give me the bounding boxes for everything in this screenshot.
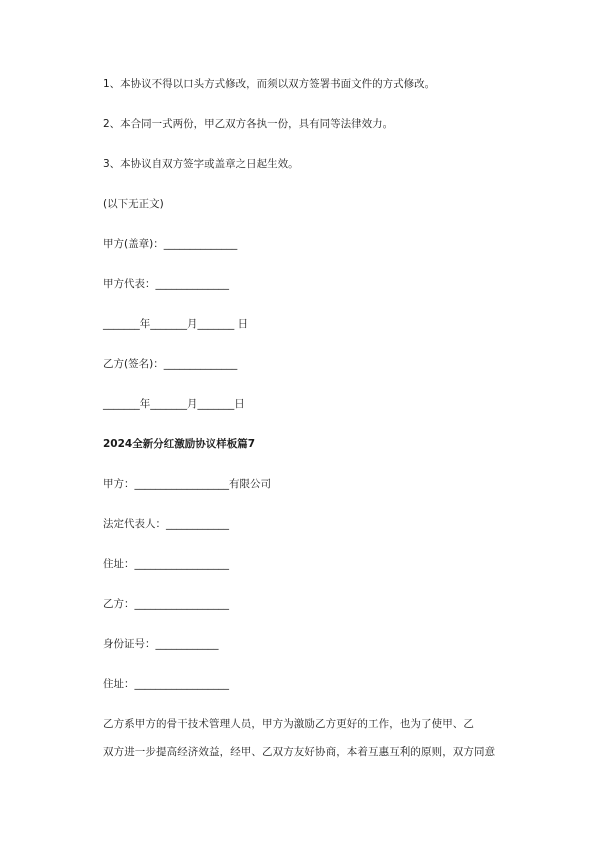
section-title: 2024全新分红激励协议样板篇7: [103, 438, 256, 450]
party-a-field: 甲方：__________________有限公司: [103, 478, 271, 490]
date-line-2: _______年_______月_______日: [103, 398, 245, 410]
id-number-field: 身份证号：____________: [103, 638, 219, 650]
party-b-signature-line: 乙方(签名)：______________: [103, 358, 238, 370]
party-a-representative-line: 甲方代表：______________: [103, 278, 229, 290]
party-b-field: 乙方：__________________: [103, 598, 229, 610]
intro-paragraph: [103, 710, 531, 766]
no-text-below-note: (以下无正文): [103, 198, 164, 210]
party-b-address-field: 住址：__________________: [103, 678, 229, 690]
intro-line-1: 乙方系甲方的骨干技术管理人员，甲方为激励乙方更好的工作，也为了使甲、乙: [103, 718, 474, 730]
clause-1: 1、本协议不得以口头方式修改，而须以双方签署书面文件的方式修改。: [103, 78, 436, 90]
intro-line-2: 双方进一步提高经济效益，经甲、乙双方友好协商，本着互惠互利的原则，双方同意: [103, 746, 496, 758]
legal-representative-field: 法定代表人：____________: [103, 518, 229, 530]
clause-2: 2、本合同一式两份，甲乙双方各执一份，具有同等法律效力。: [103, 118, 394, 130]
party-a-address-field: 住址：__________________: [103, 558, 229, 570]
party-a-seal-line: 甲方(盖章)：______________: [103, 238, 238, 250]
date-line-1: _______年_______月_______ 日: [103, 318, 249, 330]
clause-3: 3、本协议自双方签字或盖章之日起生效。: [103, 158, 299, 170]
